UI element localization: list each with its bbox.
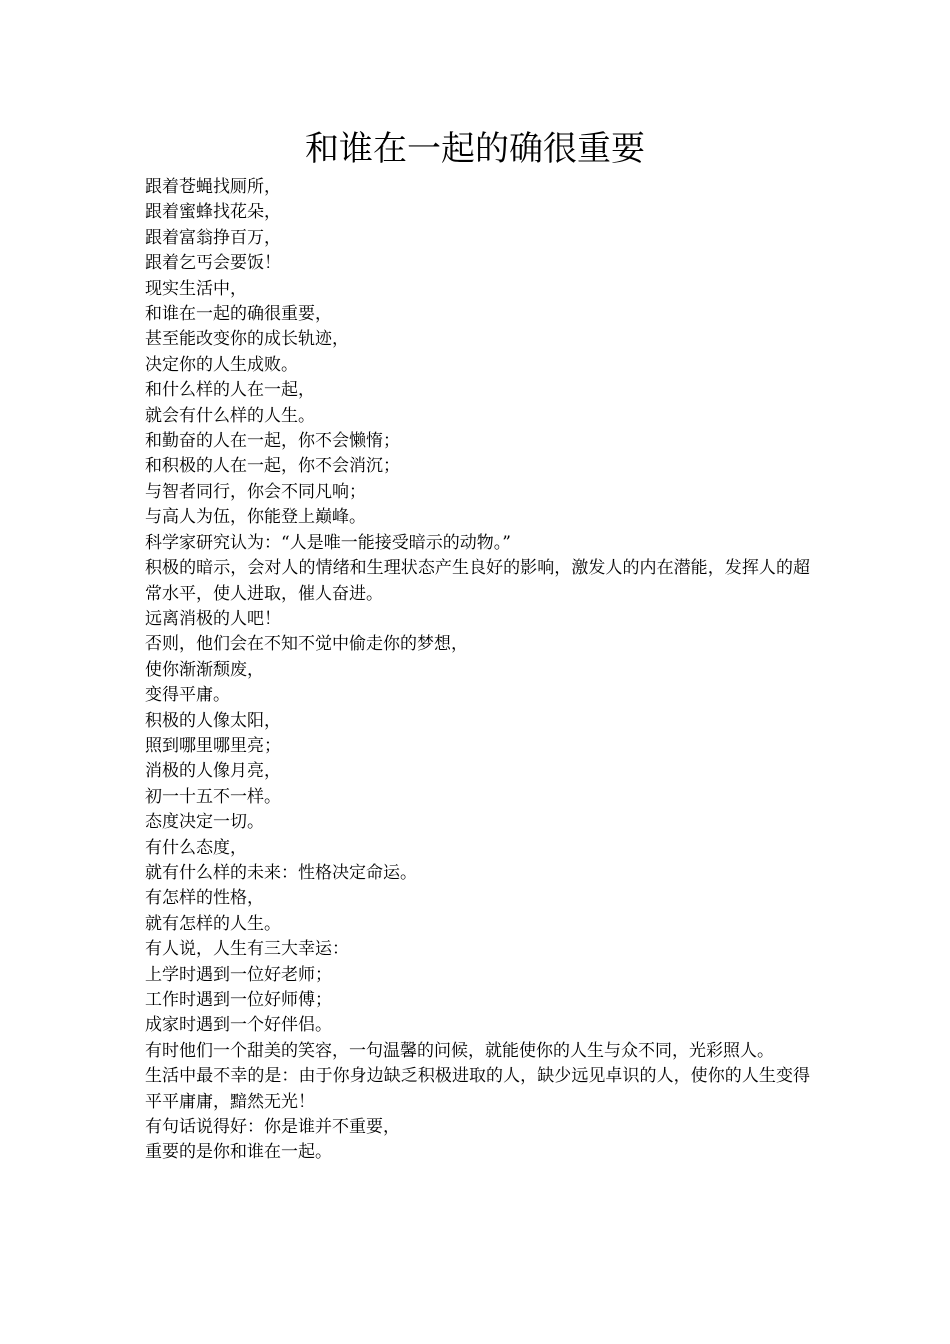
body-line: 上学时遇到一位好老师；: [145, 964, 332, 985]
body-line: 现实生活中，: [145, 278, 247, 299]
body-line: 跟着乞丐会要饭！: [145, 253, 281, 274]
body-line: 和什么样的人在一起，: [145, 380, 315, 401]
body-line: 和积极的人在一起，你不会消沉；: [145, 456, 400, 477]
body-line: 工作时遇到一位好师傅；: [145, 990, 332, 1010]
body-line: 有什么态度，: [145, 837, 247, 858]
body-line: 决定你的人生成败。: [145, 354, 298, 375]
body-line: 就有什么样的未来：性格决定命运。: [145, 862, 417, 883]
body-line: 使你渐渐颓废，: [145, 659, 264, 680]
body-line: 与高人为伍，你能登上巅峰。: [145, 507, 366, 528]
body-line: 成家时遇到一个好伴侣。: [145, 1015, 332, 1036]
body-paragraph: 积极的暗示，会对人的情绪和生理状态产生良好的影响，激发人的内在潜能，发挥人的超常水平，使人进取，催人奋进。: [145, 558, 810, 604]
body-line: 有人说，人生有三大幸运：: [145, 939, 349, 960]
body-line: 照到哪里哪里亮；: [145, 735, 281, 756]
body-line: 有怎样的性格，: [145, 888, 264, 909]
body-line: 重要的是你和谁在一起。: [145, 1142, 332, 1163]
body-line: 和勤奋的人在一起，你不会懒惰；: [145, 431, 400, 452]
body-line: 甚至能改变你的成长轨迹，: [145, 329, 349, 350]
document-title: 和谁在一起的确很重要: [305, 129, 645, 169]
body-line: 变得平庸。: [145, 685, 230, 706]
body-line: 态度决定一切。: [145, 812, 264, 833]
body-line: 积极的人像太阳，: [145, 710, 281, 731]
body-line: 科学家研究认为：“人是唯一能接受暗示的动物。”: [145, 532, 511, 553]
body-line: 否则，他们会在不知不觉中偷走你的梦想，: [145, 634, 468, 655]
body-paragraph: 有时他们一个甜美的笑容，一句温馨的问候，就能使你的人生与众不同，光彩照人。: [145, 1040, 774, 1061]
body-line: 与智者同行，你会不同凡响；: [145, 481, 366, 502]
body-line: 跟着蜜蜂找花朵，: [145, 202, 281, 223]
body-line: 就会有什么样的人生。: [145, 405, 315, 426]
body-line: 就有怎样的人生。: [145, 913, 281, 934]
body-paragraph: 生活中最不幸的是：由于你身边缺乏积极进取的人，缺少远见卓识的人，使你的人生变得平平庸庸，黯然无光！: [145, 1066, 810, 1112]
body-line: 远离消极的人吧！: [145, 608, 281, 629]
body-line: 消极的人像月亮，: [145, 761, 281, 782]
document-body: [145, 175, 810, 1166]
body-line: 有句话说得好：你是谁并不重要，: [145, 1117, 400, 1138]
body-line: 跟着苍蝇找厕所，: [145, 177, 281, 197]
body-line: 初一十五不一样。: [145, 786, 281, 807]
body-line: 跟着富翁挣百万，: [145, 227, 281, 248]
body-line: 和谁在一起的确很重要，: [145, 304, 332, 325]
